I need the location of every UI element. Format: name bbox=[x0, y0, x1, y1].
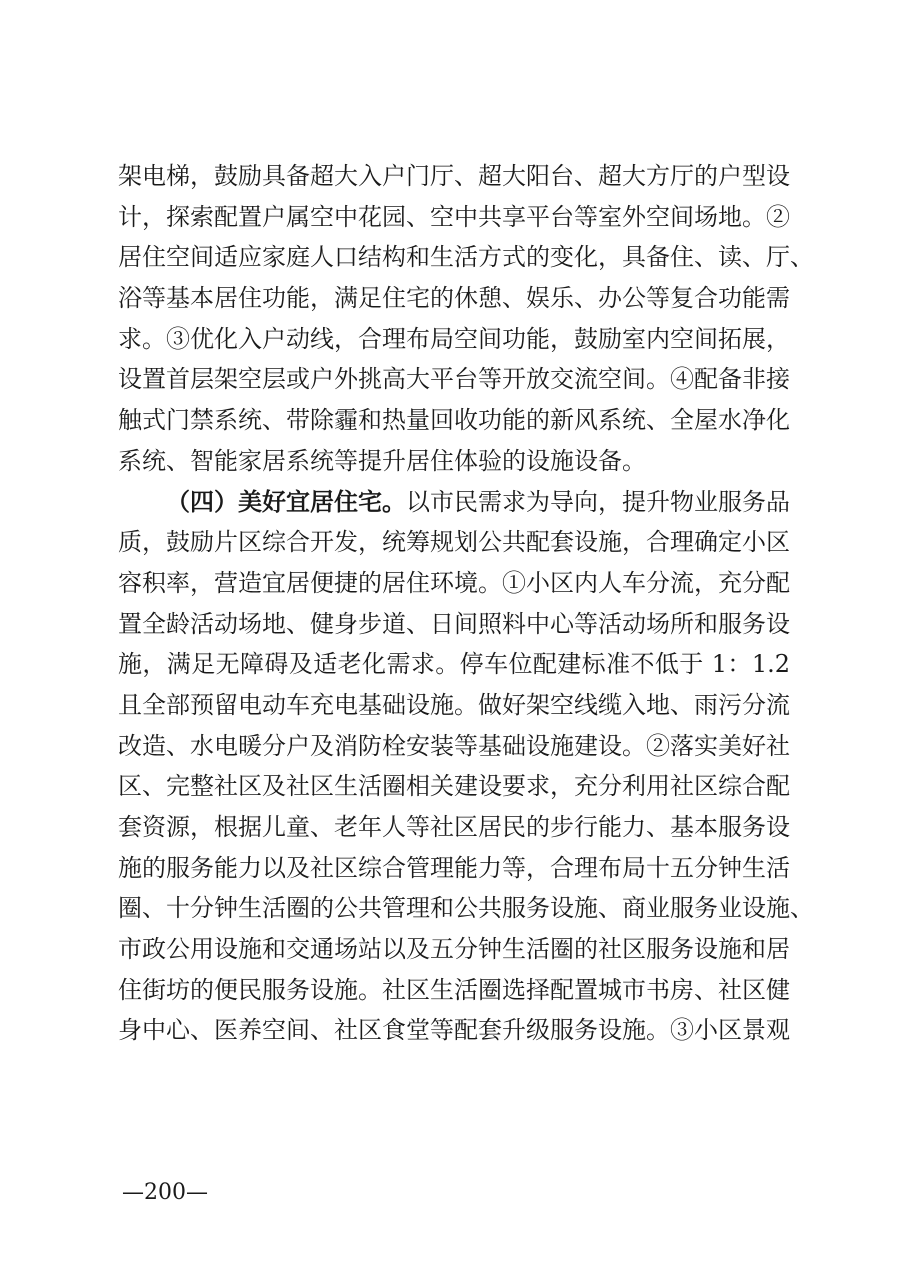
paragraph-line: 触式门禁系统、带除霾和热量回收功能的新风系统、全屋水净化 bbox=[118, 406, 790, 435]
paragraph-line: 求。③优化入户动线，合理布局空间功能，鼓励室内空间拓展， bbox=[118, 324, 790, 353]
paragraph-line: 施，满足无障碍及适老化需求。停车位配建标准不低于 1：1.2 bbox=[118, 650, 790, 679]
paragraph-line: 容积率，营造宜居便捷的居住环境。①小区内人车分流，充分配 bbox=[118, 568, 790, 597]
paragraph-line: 施的服务能力以及社区综合管理能力等，合理布局十五分钟生活 bbox=[118, 853, 790, 882]
paragraph-line: 浴等基本居住功能，满足住宅的休憩、娱乐、办公等复合功能需 bbox=[118, 284, 790, 313]
paragraph-line: 身中心、医养空间、社区食堂等配套升级服务设施。③小区景观 bbox=[118, 1016, 790, 1045]
document-body bbox=[118, 156, 814, 1051]
paragraph-line: 市政公用设施和交通场站以及五分钟生活圈的社区服务设施和居 bbox=[118, 935, 790, 964]
page-number: —200— bbox=[122, 1180, 208, 1205]
paragraph-line: 套资源，根据儿童、老年人等社区居民的步行能力、基本服务设 bbox=[118, 813, 790, 841]
paragraph-line: 质，鼓励片区综合开发，统筹规划公共配套设施，合理确定小区 bbox=[118, 528, 790, 557]
paragraph-text: 以市民需求为导向，提升物业服务品 bbox=[406, 487, 790, 516]
paragraph-line: 圈、十分钟生活圈的公共管理和公共服务设施、商业服务业设施、 bbox=[118, 894, 814, 923]
paragraph-line: 居住空间适应家庭人口结构和生活方式的变化，具备住、读、厅、 bbox=[118, 243, 814, 272]
paragraph-line: 架电梯，鼓励具备超大入户门厅、超大阳台、超大方厅的户型设 bbox=[118, 162, 790, 190]
paragraph-line: 住街坊的便民服务设施。社区生活圈选择配置城市书房、社区健 bbox=[118, 975, 790, 1004]
paragraph-line: 计，探索配置户属空中花园、空中共享平台等室外空间场地。② bbox=[118, 202, 790, 231]
section-heading-line bbox=[118, 482, 790, 523]
paragraph-line: 且全部预留电动车充电基础设施。做好架空线缆入地、雨污分流 bbox=[118, 690, 790, 719]
paragraph-line: 改造、水电暖分户及消防栓安装等基础设施建设。②落实美好社 bbox=[118, 731, 790, 760]
paragraph-line: 区、完整社区及社区生活圈相关建设要求，充分利用社区综合配 bbox=[118, 772, 790, 801]
paragraph-line: 系统、智能家居系统等提升居住体验的设施设备。 bbox=[118, 446, 646, 475]
section-heading: （四）美好宜居住宅。 bbox=[166, 487, 406, 516]
paragraph-line: 设置首层架空层或户外挑高大平台等开放交流空间。④配备非接 bbox=[118, 365, 790, 394]
paragraph-line: 置全龄活动场地、健身步道、日间照料中心等活动场所和服务设 bbox=[118, 609, 790, 638]
